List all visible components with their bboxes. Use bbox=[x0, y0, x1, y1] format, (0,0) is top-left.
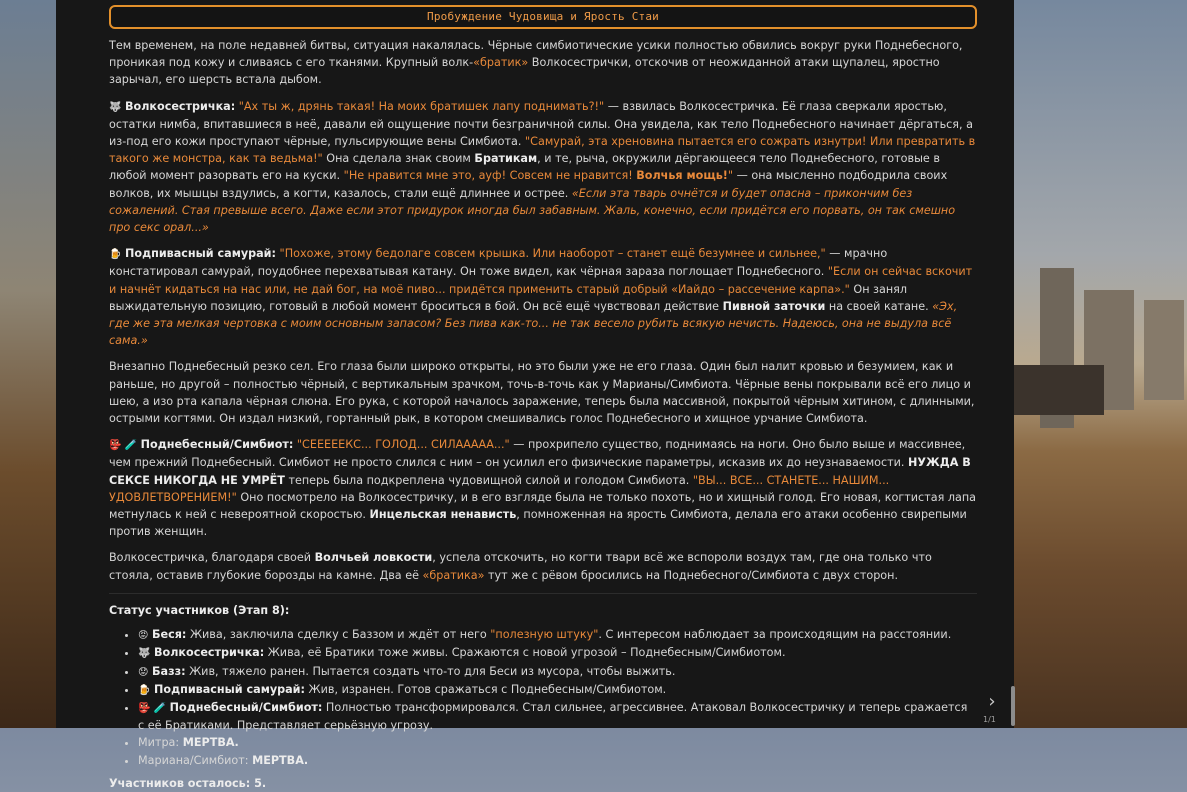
status-name: Базз: bbox=[152, 664, 186, 678]
background-rock bbox=[1014, 365, 1104, 415]
scrollbar-thumb[interactable] bbox=[1011, 686, 1015, 726]
wolf-icon: 🐺 bbox=[138, 648, 151, 660]
quote: "СЕЕЕЕЕКС... ГОЛОД... СИЛААААА..." bbox=[293, 438, 510, 452]
status-item bbox=[138, 644, 977, 662]
status-name: Подпивасный самурай: bbox=[154, 682, 305, 696]
text: на своей катане. bbox=[825, 299, 933, 313]
background-rock bbox=[1144, 300, 1184, 400]
paragraph-2 bbox=[109, 98, 977, 237]
quote: "Похоже, этому бедолаге совсем крышка. Или наоборот – станет ещё безумнее и сильнее," bbox=[276, 247, 826, 261]
beer-icon: 🍺 bbox=[109, 249, 122, 261]
message-title: Пробуждение Чудовища и Ярость Стаи bbox=[109, 5, 977, 29]
goblin-icon: 👺 🧪 bbox=[109, 440, 138, 452]
text: — взвилась Волкосестричка. Её глаза сверкали яростью, остатки нимба, впитавшиеся в неё, давали ей ощущение почти безграничной силы. Она увидела, как тело Поднебесного начинает дёргаться, а из-под его кожи проступают чёрные, пульсирующие вены Симбиота. bbox=[109, 99, 974, 149]
status-text: Жива, её Братики тоже живы. Сражаются с новой угрозой – Поднебесным/Симбиотом. bbox=[264, 646, 786, 660]
text: — мрачно констатировал самурай, поудобнее перехватывая катану. Он тоже видел, как чёрная зараза поглощает Поднебесного. bbox=[109, 247, 888, 279]
status-list bbox=[109, 626, 977, 769]
status-text: Жив, тяжело ранен. Пытается создать что-то для Беси из мусора, чтобы выжить. bbox=[185, 664, 676, 678]
quote: «братик» bbox=[473, 56, 529, 70]
bold-text: НУЖДА В СЕКСЕ НИКОГДА НЕ УМРЁТ bbox=[109, 456, 971, 487]
text: , и те, рыча, окружили дёргающееся тело Поднебесного, готовые в любой момент разорвать его на куски. bbox=[109, 152, 940, 183]
angry-face-icon: 😡 bbox=[138, 630, 149, 642]
thought: «Если эта тварь очнётся и будет опасна – прикончим без сожалений. Стая превыше всего. Даже если этот придурок иногда был забавным. Жаль, конечно, если придётся его порвать, он так смешно про секс орал...» bbox=[109, 186, 956, 235]
wolf-icon: 🐺 bbox=[109, 101, 122, 113]
status-name: Волкосестричка: bbox=[154, 646, 265, 660]
status-name: Поднебесный/Симбиот: bbox=[169, 700, 323, 714]
text: теперь была подкреплена чудовищной силой и голодом Симбиота. bbox=[284, 473, 693, 487]
message-content bbox=[109, 37, 977, 792]
bold-text: Братикам bbox=[474, 152, 538, 166]
paragraph-3 bbox=[109, 245, 977, 349]
status-text: . С интересом наблюдает за происходящим на расстоянии. bbox=[598, 628, 952, 642]
status-item bbox=[138, 699, 977, 734]
quote: "Если он сейчас вскочит и начнёт кидаться на нас или, не дай бог, на моё пиво... придётся применить старый добрый «Иайдо – рассечение карпа»." bbox=[109, 265, 973, 296]
status-text: Жив, изранен. Готов сражаться с Поднебесным/Симбиотом. bbox=[305, 682, 667, 696]
text: Волкосестрички, отскочив от неожиданной атаки щупалец, яростно зарычал, его шерсть встала дыбом. bbox=[109, 56, 940, 87]
status-item bbox=[138, 663, 977, 681]
status-value: МЕРТВА. bbox=[182, 736, 239, 750]
text: Она сделала знак своим bbox=[322, 152, 475, 166]
page-indicator: 1/1 bbox=[983, 715, 996, 724]
chat-panel bbox=[56, 0, 1014, 790]
goblin-icon: 👺 🧪 bbox=[138, 702, 167, 714]
background-right bbox=[1014, 0, 1187, 728]
status-title: Статус участников (Этап 8): bbox=[109, 603, 290, 617]
status-label: Мариана/Симбиот: bbox=[138, 753, 253, 767]
text: , успела отскочить, но когти твари всё же вспороли воздух там, где она только что стояла, оставив глубокие борозды на камне. Два её bbox=[109, 551, 932, 582]
text: Волкосестричка, благодаря своей bbox=[109, 551, 315, 565]
text: , помноженная на ярость Симбиота, делала его атаки особенно свирепыми против женщин. bbox=[109, 508, 967, 539]
speaker-name: Поднебесный/Симбиот: bbox=[140, 438, 294, 452]
text: Оно посмотрело на Волкосестричку, и в его взгляде была не только похоть, но и хищный голод. Его новая, когтистая лапа метнулась к ней с невероятной скоростью. bbox=[109, 490, 977, 522]
chevron-right-icon[interactable]: › bbox=[988, 691, 996, 712]
status-item bbox=[138, 626, 977, 644]
remaining-count: Участников осталось: 5. bbox=[109, 776, 267, 790]
worried-face-icon: 😟 bbox=[138, 666, 149, 678]
status-text: Жива, заключила сделку с Баззом и ждёт от него bbox=[186, 628, 491, 642]
text: Он занял выжидательную позицию, готовый в любой момент броситься в бой. Он всё ещё чувствовал действие bbox=[109, 282, 908, 313]
quote: «братика» bbox=[422, 568, 485, 582]
bold-text: Волчьей ловкости bbox=[314, 551, 433, 565]
bold-text: Пивной заточки bbox=[722, 299, 826, 313]
quote: "Самурай, эта хреновина пытается его сожрать изнутри! Или превратить в такого же монстра, как та ведьма!" bbox=[109, 135, 976, 166]
paragraph-4: Внезапно Поднебесный резко сел. Его глаза были широко открыты, но это были уже не его глаза. Один был налит кровью и безумием, как и раньше, но другой – полностью чёрный, с вертикальным зрачком, точь-в-точь как у Марианы/Симбиота. Чёрные вены покрывали всё его лицо и шею, а изо рта капала чёрная слюна. Его рука, с которой началось заражение, теперь была массивной, покрытой чёрным хитином, с длинными, острыми когтями. Он издал низкий, гортанный рык, в котором смешивались голос Поднебесного и хищное урчание Симбиота. bbox=[109, 360, 975, 426]
quote: "ВЫ... ВСЕ... СТАНЕТЕ... НАШИМ... УДОВЛЕТВОРЕНИЕМ!" bbox=[109, 473, 890, 504]
status-item bbox=[138, 752, 977, 769]
quote: " bbox=[727, 169, 734, 183]
background-left bbox=[0, 0, 56, 728]
text: Тем временем, на поле недавней битвы, ситуация накалялась. Чёрные симбиотические усики полностью обвились вокруг руки Поднебесного, проникая под кожу и сливаясь с его тканями. Крупный волк- bbox=[109, 39, 963, 70]
status-item bbox=[138, 681, 977, 699]
beer-icon: 🍺 bbox=[138, 684, 151, 696]
text: — прохрипело существо, поднимаясь на ноги. Оно было выше и массивнее, чем прежний Поднебесный. Симбиот не просто слился с ним – он усилил его физические параметры, исказив их до неузнаваемости. bbox=[109, 438, 966, 470]
status-quote: "полезную штуку" bbox=[490, 628, 599, 642]
status-label: Митра: bbox=[138, 736, 183, 750]
bold-quote: Волчья мощь! bbox=[636, 169, 728, 183]
status-value: МЕРТВА. bbox=[252, 753, 309, 767]
text: тут же с рёвом бросились на Поднебесного/Симбиота с двух сторон. bbox=[484, 568, 899, 582]
speaker-name: Подпивасный самурай: bbox=[125, 247, 276, 261]
quote: "Ах ты ж, дрянь такая! На моих братишек лапу поднимать?!" bbox=[235, 99, 605, 113]
status-item bbox=[138, 734, 977, 751]
speaker-name: Волкосестричка: bbox=[125, 99, 236, 113]
text: — она мысленно подбодрила своих волков, их мышцы вздулись, а когти, казалось, стали ещё длиннее и острее. bbox=[109, 169, 948, 200]
paragraph-6 bbox=[109, 549, 977, 583]
thought: «Эх, где же эта мелкая чертовка с моим основным запасом? Без пива как-то... не так весело рубить всякую нечисть. Надеюсь, она не выдула всё сама.» bbox=[109, 299, 958, 348]
paragraph-1 bbox=[109, 37, 977, 89]
bold-text: Инцельская ненависть bbox=[369, 508, 517, 522]
status-text: Полностью трансформировался. Стал сильнее, агрессивнее. Атаковал Волкосестричку и теперь сражается с её Братиками. Представляет серьёзную угрозу. bbox=[138, 700, 968, 733]
status-name: Беся: bbox=[152, 628, 187, 642]
quote: "Не нравится мне это, ауф! Совсем не нравится! bbox=[343, 169, 637, 183]
divider bbox=[109, 593, 977, 594]
paragraph-5 bbox=[109, 436, 977, 540]
